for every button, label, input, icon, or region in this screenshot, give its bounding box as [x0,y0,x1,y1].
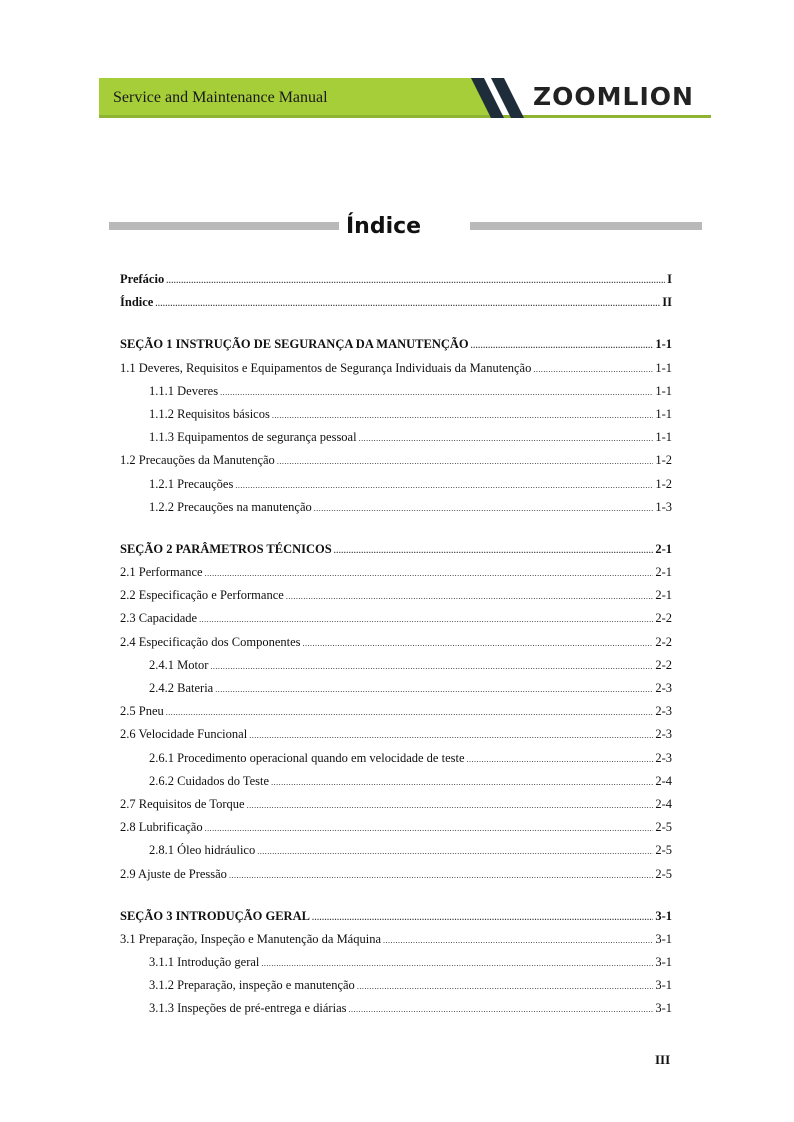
toc-dot-leader [249,724,653,747]
toc-entry[interactable] [120,449,672,472]
toc-dot-leader [334,539,654,562]
toc-entry-label: SEÇÃO 2 PARÂMETROS TÉCNICOS [120,541,332,556]
toc-entry-label: 2.4 Especificação dos Componentes [120,634,301,649]
toc-dot-leader [166,269,665,292]
toc-dot-leader [229,864,653,887]
toc-entry-label: 2.4.1 Motor [149,657,209,672]
toc-dot-leader [314,497,654,520]
toc-entry-page: 2-2 [655,634,672,649]
toc-entry[interactable] [120,863,672,886]
toc-entry[interactable] [120,291,672,314]
toc-entry-label: 2.5 Pneu [120,704,164,719]
index-bar-left [109,222,339,230]
toc-entry-page: 2-5 [655,866,672,881]
toc-dot-leader [303,632,654,655]
toc-entry[interactable] [120,677,672,700]
toc-dot-leader [357,975,654,998]
toc-entry-page: 2-5 [655,843,672,858]
toc-entry[interactable] [120,793,672,816]
toc-entry-label: 1.2.2 Precauções na manutenção [149,499,312,514]
toc-entry-page: 1-1 [655,383,672,398]
toc-entry[interactable] [120,723,672,746]
toc-entry[interactable] [120,654,672,677]
toc-entry-page: 3-1 [655,908,672,923]
toc-entry[interactable] [120,333,672,356]
toc-entry[interactable] [120,816,672,839]
zoomlion-logo: ZOOMLION [533,82,694,111]
toc-dot-leader [383,929,653,952]
toc-entry[interactable] [120,473,672,496]
toc-entry-label: SEÇÃO 3 INTRODUÇÃO GERAL [120,908,310,923]
toc-entry-page: 2-3 [655,704,672,719]
toc-entry[interactable] [120,538,672,561]
toc-entry[interactable] [120,997,672,1020]
toc-dot-leader [220,381,653,404]
toc-entry[interactable] [120,607,672,630]
toc-entry-label: 2.8 Lubrificação [120,820,203,835]
toc-entry-label: 2.6.2 Cuidados do Teste [149,773,270,788]
toc-entry-label: 2.6.1 Procedimento operacional quando em velocidade de teste [149,750,465,765]
toc-entry[interactable] [120,426,672,449]
toc-entry-page: 2-3 [655,750,672,765]
toc-entry-page: 1-1 [655,360,672,375]
toc-entry-page: 1-1 [655,430,672,445]
toc-entry[interactable] [120,905,672,928]
toc-entry[interactable] [120,974,672,997]
index-bar-right [470,222,702,230]
toc-dot-leader [155,292,660,315]
toc-entry[interactable] [120,839,672,862]
toc-entry[interactable] [120,357,672,380]
toc-entry-page: 2-3 [655,681,672,695]
toc-dot-leader [257,840,653,863]
toc-dot-leader [277,450,654,473]
toc-entry-page: 2-1 [655,541,672,556]
toc-dot-leader [261,952,653,975]
toc-dot-leader [166,701,654,724]
manual-title: Service and Maintenance Manual [113,89,328,106]
toc-dot-leader [205,562,654,585]
toc-entry[interactable] [120,928,672,951]
toc-dot-leader [286,585,654,608]
toc-entry-label: 2.4.2 Bateria [149,681,214,695]
toc-entry-page: 3-1 [655,955,672,970]
toc-entry-page: 1-2 [655,453,672,468]
toc-entry-page: 3-1 [655,978,672,993]
toc-dot-leader [210,655,653,678]
toc-dot-leader [199,608,653,631]
toc-dot-leader [467,748,654,771]
toc-dot-leader [348,998,653,1021]
toc-entry-page: 2-4 [655,773,672,788]
toc-entry-page: 1-1 [655,337,672,352]
toc-entry-label: 1.1.1 Deveres [149,383,219,398]
toc-entry-page: 2-1 [655,565,672,580]
toc-entry-page: 1-3 [655,499,672,514]
page-number: III [655,1052,671,1067]
toc-dot-leader [471,334,654,357]
toc-entry-label: 3.1.3 Inspeções de pré-entrega e diárias [149,1001,347,1016]
toc-entry-page: II [662,295,672,310]
toc-entry[interactable] [120,770,672,793]
toc-entry-page: 1-2 [655,476,672,491]
toc-entry-page: 2-3 [655,727,672,742]
toc-entry-label: 2.9 Ajuste de Pressão [120,866,227,881]
toc-entry[interactable] [120,700,672,723]
toc-entry-label: Prefácio [120,272,165,286]
toc-entry-page: 2-1 [655,588,672,603]
toc-entry[interactable] [120,584,672,607]
toc-entry-label: 2.1 Performance [120,565,203,580]
toc-entry-label: 1.2 Precauções da Manutenção [120,453,275,468]
toc-dot-leader [359,427,654,450]
toc-entry[interactable] [120,403,672,426]
header-band-underline [99,115,711,118]
toc-dot-leader [215,678,653,701]
toc-entry-page: 3-1 [655,1001,672,1016]
toc-entry[interactable] [120,561,672,584]
table-of-contents [120,268,672,1021]
toc-entry[interactable] [120,631,672,654]
toc-entry-page: 3-1 [655,931,672,946]
toc-entry-label: 2.7 Requisitos de Torque [120,796,245,811]
toc-entry-label: 2.2 Especificação e Performance [120,588,284,603]
page-header [99,78,711,118]
toc-entry-label: 3.1.1 Introdução geral [149,955,260,970]
toc-dot-leader [271,771,653,794]
index-title: Índice [346,214,422,239]
toc-dot-leader [205,817,654,840]
toc-entry[interactable] [120,747,672,770]
toc-entry[interactable] [120,496,672,519]
toc-entry-page: 2-4 [655,796,672,811]
toc-entry-label: Índice [120,295,154,310]
toc-entry[interactable] [120,951,672,974]
toc-dot-leader [247,794,654,817]
toc-entry-page: I [667,272,672,286]
toc-entry-label: 1.1 Deveres, Requisitos e Equipamentos de Segurança Individuais da Manutenção [120,360,532,375]
toc-entry-page: 2-2 [655,611,672,626]
toc-entry-label: 1.1.3 Equipamentos de segurança pessoal [149,430,357,445]
toc-entry-label: 3.1.2 Preparação, inspeção e manutenção [149,978,355,993]
toc-entry-label: 2.3 Capacidade [120,611,198,626]
toc-entry-label: 1.1.2 Requisitos básicos [149,406,270,421]
toc-entry-label: 1.2.1 Precauções [149,476,234,491]
toc-dot-leader [312,906,653,929]
toc-dot-leader [272,404,653,427]
toc-entry-page: 2-5 [655,820,672,835]
toc-entry-page: 1-1 [655,406,672,421]
toc-dot-leader [235,474,653,497]
toc-entry-label: 3.1 Preparação, Inspeção e Manutenção da Máquina [120,931,381,946]
toc-dot-leader [533,358,653,381]
toc-entry-page: 2-2 [655,657,672,672]
toc-entry-label: 2.6 Velocidade Funcional [120,727,248,742]
toc-entry-label: SEÇÃO 1 INSTRUÇÃO DE SEGURANÇA DA MANUTENÇÃO [120,337,469,352]
toc-entry-label: 2.8.1 Óleo hidráulico [149,843,256,858]
toc-entry[interactable] [120,268,672,291]
toc-entry[interactable] [120,380,672,403]
